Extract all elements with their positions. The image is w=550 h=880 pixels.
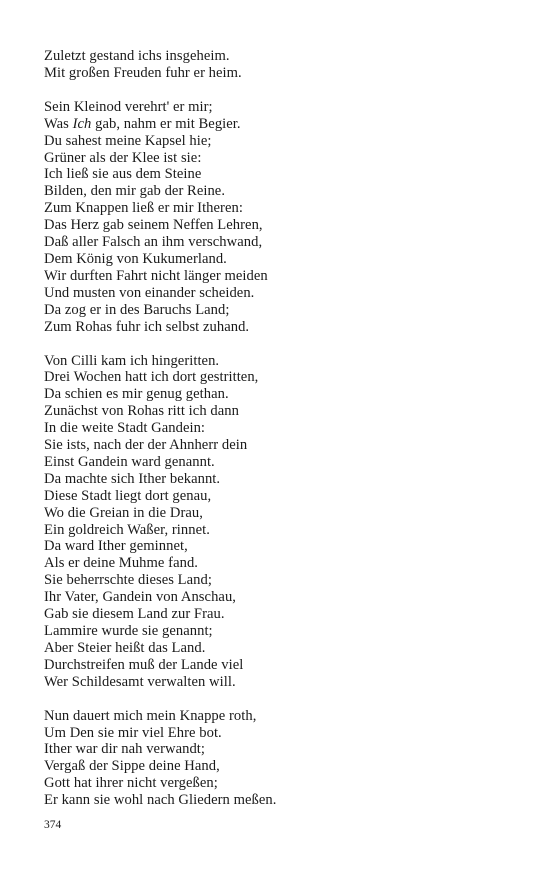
verse-line: Aber Steier heißt das Land. [44, 639, 206, 656]
verse-line: Von Cilli kam ich hingeritten. [44, 352, 220, 369]
verse-line: In die weite Stadt Gandein: [44, 420, 206, 437]
verse-line: Daß aller Falsch an ihm verschwand, [44, 234, 263, 251]
verse-line: Nun dauert mich mein Knappe roth, [44, 707, 257, 724]
verse-line: Sie beherrschte dieses Land; [44, 572, 212, 589]
verse-line: Grüner als der Klee ist sie: [44, 149, 202, 166]
verse-line: Diese Stadt liegt dort genau, [44, 487, 212, 504]
verse-line: Mit großen Freuden fuhr er heim. [44, 64, 242, 81]
verse-line: Als er deine Muhme fand. [44, 555, 198, 572]
verse-line: Wo die Greian in die Drau, [44, 504, 203, 521]
verse-line: Lammire wurde sie genannt; [44, 623, 213, 639]
verse-line-text: gab, nahm er mit Begier. [91, 115, 241, 132]
stanza [44, 353, 514, 691]
verse-line: Gott hat ihrer nicht vergeßen; [44, 775, 218, 792]
verse-line: Du sahest meine Kapsel hie; [44, 132, 212, 149]
verse-line-emphasis: Ich [72, 115, 92, 132]
verse-line: Da schien es mir genug gethan. [44, 386, 229, 403]
verse-line: Ihr Vater, Gandein von Anschau, [44, 589, 236, 606]
verse-line: Wer Schildesamt verwalten will. [44, 673, 236, 690]
verse-line: Zum Rohas fuhr ich selbst zuhand. [44, 318, 250, 335]
verse-line: Einst Gandein ward genannt. [44, 453, 215, 470]
verse-line: Bilden, den mir gab der Reine. [44, 183, 226, 200]
verse-line: Gab sie diesem Land zur Frau. [44, 606, 225, 623]
verse-line: Vergaß der Sippe deine Hand, [44, 758, 220, 775]
verse-line: Um Den sie mir viel Ehre bot. [44, 724, 222, 741]
stanza [44, 48, 514, 82]
verse-line: Ein goldreich Waßer, rinnet. [44, 521, 210, 538]
verse-line: Das Herz gab seinem Neffen Lehren, [44, 217, 263, 234]
verse-line: Ither war dir nah verwandt; [44, 741, 206, 758]
verse-line: Zum Knappen ließ er mir Itheren: [44, 200, 243, 217]
verse-line: Wir durften Fahrt nicht länger meiden [44, 267, 268, 284]
page-number: 374 [44, 819, 62, 831]
verse-line: Zunächst von Rohas ritt ich dann [44, 403, 239, 420]
verse-line-text: Was [44, 115, 73, 132]
verse-line: Ich ließ sie aus dem Steine [44, 166, 202, 183]
verse-line: Und musten von einander scheiden. [44, 284, 255, 301]
verse-line [44, 116, 514, 133]
verse-line: Da machte sich Ither bekannt. [44, 470, 221, 487]
verse-line: Zuletzt gestand ichs insgeheim. [44, 48, 230, 64]
verse-line: Dem König von Kukumerland. [44, 250, 227, 267]
poem-text [44, 48, 514, 826]
stanza [44, 708, 514, 809]
verse-line: Sie ists, nach der der Ahnherr dein [44, 437, 248, 454]
verse-line: Sein Kleinod verehrt' er mir; [44, 98, 213, 115]
stanza [44, 99, 514, 336]
verse-line: Er kann sie wohl nach Gliedern meßen. [44, 792, 277, 809]
verse-line: Da zog er in des Baruchs Land; [44, 301, 230, 318]
verse-line: Durchstreifen muß der Lande viel [44, 656, 244, 673]
verse-line: Drei Wochen hatt ich dort gestritten, [44, 369, 259, 386]
verse-line: Da ward Ither geminnet, [44, 538, 188, 555]
